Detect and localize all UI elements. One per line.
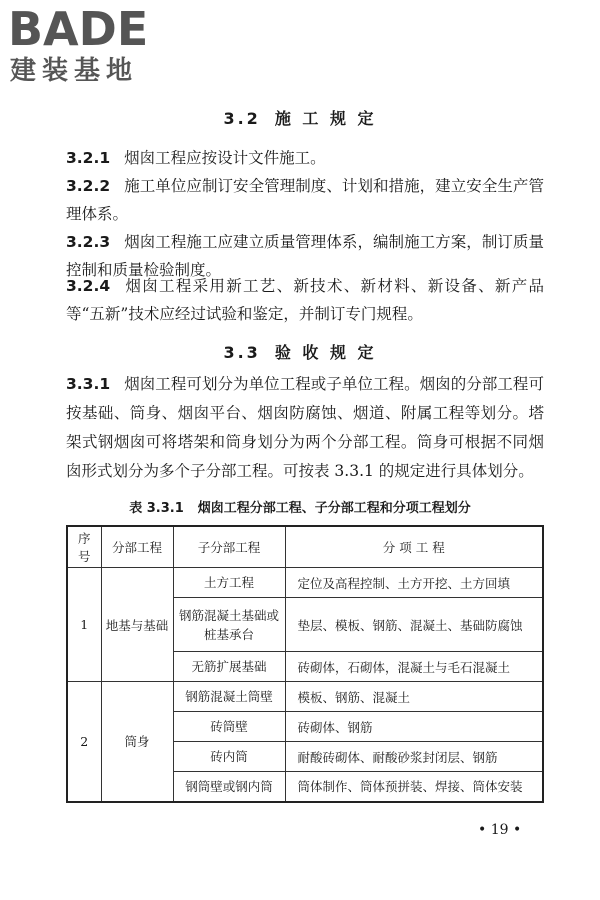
clause-text: 烟囱工程采用新工艺、新技术、新材料、新设备、新产品等“五新”技术应经过试验和鉴定，并制订专门规程。 [66, 277, 544, 323]
subpart-cell: 钢筒壁或钢内筒 [173, 772, 285, 802]
clause-3-3-1 [66, 370, 544, 486]
subpart-cell: 钢筋混凝土筒壁 [173, 682, 285, 712]
header-cell: 子分部工程 [173, 526, 285, 568]
section-title: 验 收 规 定 [274, 343, 377, 362]
item-cell: 耐酸砖砌体、耐酸砂浆封闭层、钢筋 [285, 742, 543, 772]
table-row [67, 568, 543, 598]
table-caption-number: 表 3.3.1 [129, 501, 184, 516]
table-caption-text: 烟囱工程分部工程、子分部工程和分项工程划分 [197, 501, 471, 516]
logo-brand: BADE [8, 2, 149, 56]
section-number: 3.3 [223, 343, 261, 362]
clause-number: 3.2.1 [66, 149, 111, 167]
clause-3-2-1 [66, 144, 544, 172]
part-cell: 筒身 [101, 682, 173, 802]
seq-cell: 2 [67, 682, 101, 802]
clause-3-2-4 [66, 272, 544, 328]
header-cell: 分部工程 [101, 526, 173, 568]
clause-text: 烟囱工程应按设计文件施工。 [124, 149, 326, 167]
item-cell: 砖砌体，石砌体，混凝土与毛石混凝土 [285, 652, 543, 682]
item-cell: 定位及高程控制、土方开挖、土方回填 [285, 568, 543, 598]
table-caption [0, 497, 600, 516]
clause-number: 3.2.3 [66, 233, 111, 251]
section-heading-3-2 [0, 106, 600, 129]
clause-number: 3.2.2 [66, 177, 111, 195]
item-cell: 垫层、模板、钢筋、混凝土、基础防腐蚀 [285, 598, 543, 652]
clause-text: 烟囱工程施工应建立质量管理体系，编制施工方案，制订质量控制和质量检验制度。 [66, 233, 544, 279]
item-cell: 模板、钢筋、混凝土 [285, 682, 543, 712]
header-cell: 分 项 工 程 [285, 526, 543, 568]
section-number: 3.2 [223, 109, 261, 128]
logo [8, 4, 183, 88]
logo-tagline: 建装基地 [10, 56, 139, 86]
clause-text: 施工单位应制订安全管理制度、计划和措施，建立安全生产管理体系。 [66, 177, 544, 223]
subpart-cell: 土方工程 [173, 568, 285, 598]
subpart-cell: 钢筋混凝土基础或桩基承台 [173, 598, 285, 652]
part-cell: 地基与基础 [101, 568, 173, 682]
header-cell: 序号 [67, 526, 101, 568]
clause-3-2-2 [66, 172, 544, 228]
division-table [66, 525, 544, 803]
clause-text: 烟囱工程可划分为单位工程或子单位工程。烟囱的分部工程可按基础、筒身、烟囱平台、烟囱防腐蚀、烟道、附属工程等划分。塔架式钢烟囱可将塔架和筒身划分为两个分部工程。筒身可根据不同烟囱形式划分为多个子分部工程。可按表 3.3.1 的规定进行具体划分。 [66, 375, 544, 480]
item-cell: 筒体制作、筒体预拼装、焊接、筒体安装 [285, 772, 543, 802]
section-title: 施 工 规 定 [274, 109, 377, 128]
table-row [67, 682, 543, 712]
subpart-cell: 砖内筒 [173, 742, 285, 772]
seq-cell: 1 [67, 568, 101, 682]
section-heading-3-3 [0, 340, 600, 363]
table-header-row [67, 526, 543, 568]
subpart-cell: 砖筒壁 [173, 712, 285, 742]
clause-number: 3.3.1 [66, 375, 111, 393]
item-cell: 砖砌体、钢筋 [285, 712, 543, 742]
subpart-cell: 无筋扩展基础 [173, 652, 285, 682]
clause-number: 3.2.4 [66, 277, 111, 295]
page-number: • 19 • [478, 822, 522, 838]
